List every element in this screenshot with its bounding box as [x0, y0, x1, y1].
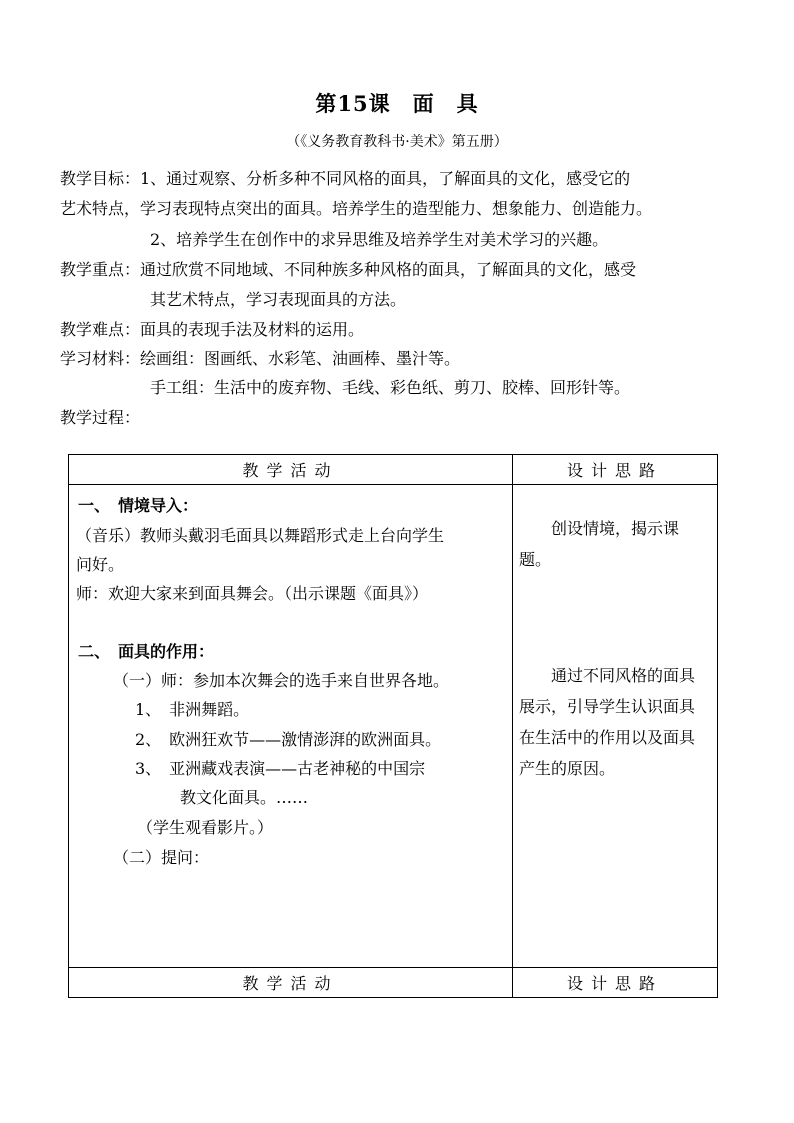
- activity-line: 教文化面具。……: [180, 788, 309, 807]
- design-note-2: 通过不同风格的面具展示，引导学生认识面具在生活中的作用以及面具产生的原因。: [519, 666, 696, 778]
- objective-line-2: 艺术特点，学习表现特点突出的面具。培养学生的造型能力、想象能力、创造能力。: [60, 199, 653, 218]
- difficulty-line: 教学难点：面具的表现手法及材料的运用。: [60, 320, 365, 339]
- footer-activity: 教学活动: [69, 968, 513, 998]
- key-point-line-1: 教学重点：通过欣赏不同地域、不同种族多种风格的面具，了解面具的文化，感受: [60, 260, 637, 279]
- activity-line: 师：欢迎大家来到面具舞会。（出示课题《面具》）: [76, 584, 429, 603]
- activity-line: （音乐）教师头戴羽毛面具以舞蹈形式走上台向学生: [76, 526, 445, 545]
- section-one-heading: 一、 情境导入：: [78, 496, 199, 515]
- lesson-table: [68, 454, 718, 998]
- key-point-line-2: 其艺术特点，学习表现面具的方法。: [150, 290, 407, 309]
- footer-design: 设计思路: [513, 968, 718, 998]
- page-subtitle: （《义务教育教科书·美术》第五册）: [286, 134, 508, 150]
- materials-line-2: 手工组：生活中的废弃物、毛线、彩色纸、剪刀、胶棒、回形针等。: [150, 378, 631, 397]
- design-cell: [513, 485, 718, 968]
- header-design: 设计思路: [513, 455, 718, 485]
- objective-line-1: 教学目标：1、通过观察、分析多种不同风格的面具，了解面具的文化，感受它的: [60, 169, 631, 188]
- activity-line: （一）师：参加本次舞会的选手来自世界各地。: [113, 671, 450, 690]
- activity-line: （学生观看影片。）: [137, 818, 274, 837]
- section-two-heading: 二、 面具的作用：: [78, 642, 215, 661]
- materials-line-1: 学习材料：绘画组：图画纸、水彩笔、油画棒、墨汁等。: [60, 349, 461, 368]
- activity-item: 2、 欧洲狂欢节——激情澎湃的欧洲面具。: [135, 730, 442, 749]
- activity-cell: [69, 485, 513, 968]
- activity-line: （二）提问：: [113, 848, 210, 867]
- design-note-1: 创设情境，揭示课题。: [519, 519, 680, 569]
- objective-line-3: 2、培养学生在创作中的求异思维及培养学生对美术学习的兴趣。: [150, 230, 609, 249]
- header-activity: 教学活动: [69, 455, 513, 485]
- activity-line: 问好。: [76, 555, 125, 574]
- activity-item: 3、 亚洲藏戏表演——古老神秘的中国宗: [135, 759, 426, 778]
- page-title: 第15课 面 具: [315, 91, 479, 116]
- process-label: 教学过程：: [60, 408, 141, 427]
- activity-item: 1、 非洲舞蹈。: [135, 700, 250, 719]
